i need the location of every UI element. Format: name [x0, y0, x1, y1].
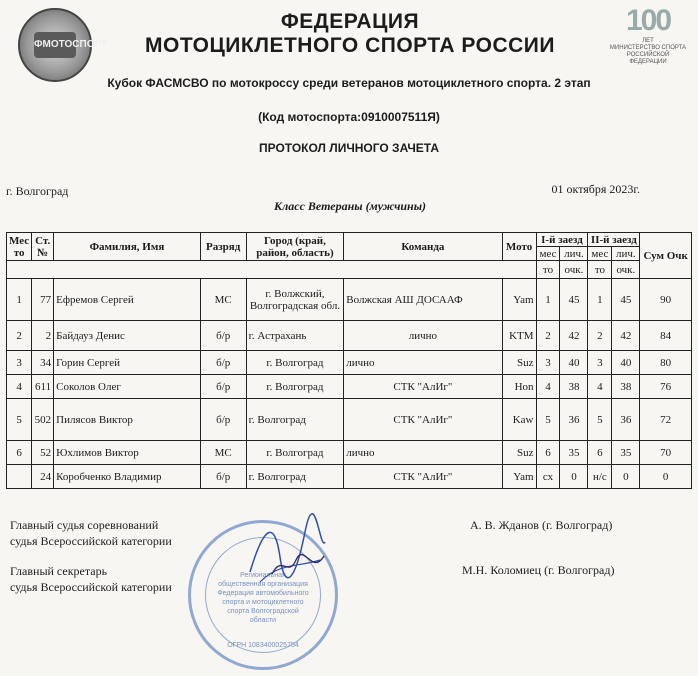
- row-name: Горин Сергей: [54, 351, 201, 375]
- row-city: г. Волгоград: [246, 351, 344, 375]
- header-team: Команда: [344, 233, 502, 261]
- row-place: [7, 465, 32, 489]
- row-rank: МС: [200, 279, 246, 321]
- row-heat2-place: 4: [588, 375, 612, 399]
- row-heat1-place: 4: [536, 375, 560, 399]
- header-name: Фамилия, Имя: [54, 233, 201, 261]
- row-heat1-pts: 35: [560, 441, 588, 465]
- row-moto: KTM: [502, 321, 536, 351]
- header-heat1-place-2: то: [536, 261, 560, 279]
- header-sum: Сум Очк: [640, 233, 692, 279]
- row-rank: б/р: [200, 375, 246, 399]
- row-heat2-pts: 36: [612, 399, 640, 441]
- row-heat2-pts: 40: [612, 351, 640, 375]
- row-city: г. Астрахань: [246, 321, 344, 351]
- row-heat2-place: 1: [588, 279, 612, 321]
- row-heat2-pts: 0: [612, 465, 640, 489]
- row-heat2-place: 2: [588, 321, 612, 351]
- row-team: СТК "АлИг": [344, 375, 502, 399]
- row-moto: Suz: [502, 351, 536, 375]
- header-city: Город (край, район, область): [246, 233, 344, 261]
- row-number: 77: [32, 279, 54, 321]
- federation-logo: [18, 8, 108, 82]
- row-heat1-place: сх: [536, 465, 560, 489]
- header-heat2-place-2: то: [588, 261, 612, 279]
- row-heat1-pts: 40: [560, 351, 588, 375]
- row-sum: 84: [640, 321, 692, 351]
- row-heat1-place: 3: [536, 351, 560, 375]
- row-place: 2: [7, 321, 32, 351]
- ministry-logo-caption-2: МИНИСТЕРСТВО СПОРТА: [609, 45, 687, 51]
- header-heat2: II-й заезд: [588, 233, 640, 247]
- header-spacer: [7, 261, 537, 279]
- table-row: [7, 465, 692, 489]
- row-number: 24: [32, 465, 54, 489]
- row-sum: 80: [640, 351, 692, 375]
- protocol-title: ПРОТОКОЛ ЛИЧНОГО ЗАЧЕТА: [258, 141, 440, 155]
- row-number: 34: [32, 351, 54, 375]
- row-heat1-pts: 36: [560, 399, 588, 441]
- header-heat2-place: мес: [588, 247, 612, 261]
- federation-title-line1: ФЕДЕРАЦИЯ: [280, 10, 420, 33]
- row-number: 611: [32, 375, 54, 399]
- row-rank: б/р: [200, 351, 246, 375]
- header-heat1-pts-2: очк.: [560, 261, 588, 279]
- table-row: [7, 351, 692, 375]
- class-title: Класс Ветераны (мужчины): [273, 199, 427, 213]
- table-row: [7, 279, 692, 321]
- row-rank: б/р: [200, 399, 246, 441]
- row-name: Коробченко Владимир: [54, 465, 201, 489]
- table-row: [7, 321, 692, 351]
- judge-name: А. В. Жданов (г. Волгоград): [470, 518, 613, 532]
- row-team: СТК "АлИг": [344, 399, 502, 441]
- header-place: Мес то: [7, 233, 32, 261]
- row-heat2-place: 5: [588, 399, 612, 441]
- row-heat1-pts: 0: [560, 465, 588, 489]
- ministry-logo-caption-1: ЛЕТ: [642, 38, 654, 44]
- row-name: Соколов Олег: [54, 375, 201, 399]
- judge-title-1: Главный судья соревнований: [10, 518, 159, 532]
- row-rank: б/р: [200, 465, 246, 489]
- judge-title-2: судья Всероссийской категории: [10, 534, 172, 548]
- header-heat1: I-й заезд: [536, 233, 588, 247]
- row-number: 52: [32, 441, 54, 465]
- row-name: Юхлимов Виктор: [54, 441, 201, 465]
- row-city: г. Волжский, Волгоградская обл.: [246, 279, 344, 321]
- row-heat2-pts: 35: [612, 441, 640, 465]
- header-heat2-pts: лич.: [612, 247, 640, 261]
- table-row: [7, 399, 692, 441]
- row-team: лично: [344, 441, 502, 465]
- row-sum: 76: [640, 375, 692, 399]
- event-city: г. Волгоград: [6, 184, 69, 198]
- row-place: 1: [7, 279, 32, 321]
- row-rank: б/р: [200, 321, 246, 351]
- row-team: Волжская АШ ДОСААФ: [344, 279, 502, 321]
- row-place: 6: [7, 441, 32, 465]
- event-name: Кубок ФАСМСВО по мотокроссу среди ветеранов мотоциклетного спорта. 2 этап: [107, 76, 591, 90]
- row-moto: Kaw: [502, 399, 536, 441]
- row-heat1-place: 1: [536, 279, 560, 321]
- row-heat2-pts: 45: [612, 279, 640, 321]
- row-number: 2: [32, 321, 54, 351]
- row-name: Пилясов Виктор: [54, 399, 201, 441]
- table-row: [7, 375, 692, 399]
- row-city: г. Волгоград: [246, 441, 344, 465]
- header-heat2-pts-2: очк.: [612, 261, 640, 279]
- row-place: 5: [7, 399, 32, 441]
- federation-logo-text: ФМОТОСПОРТ: [34, 32, 76, 58]
- row-heat2-place: 3: [588, 351, 612, 375]
- row-moto: Suz: [502, 441, 536, 465]
- row-place: 3: [7, 351, 32, 375]
- row-name: Байдауз Денис: [54, 321, 201, 351]
- stamp-ogrn: ОГРН 1083400025754: [227, 642, 299, 649]
- row-team: лично: [344, 351, 502, 375]
- row-heat1-place: 5: [536, 399, 560, 441]
- header-moto: Мото: [502, 233, 536, 261]
- results-table: [6, 232, 692, 489]
- ministry-logo-number: 100: [625, 4, 671, 37]
- stamp-text: Региональная общественная организация Федерация автомобильного спорта и мотоциклетного спорта Волгоградской области: [217, 572, 309, 624]
- row-heat2-pts: 42: [612, 321, 640, 351]
- row-heat1-pts: 45: [560, 279, 588, 321]
- event-code: (Код мотоспорта:0910007511Я): [258, 110, 440, 124]
- ministry-logo: [608, 4, 688, 64]
- header-heat1-place: мес: [536, 247, 560, 261]
- row-team: СТК "АлИг": [344, 465, 502, 489]
- row-sum: 90: [640, 279, 692, 321]
- row-moto: Hon: [502, 375, 536, 399]
- row-heat1-place: 2: [536, 321, 560, 351]
- row-heat1-pts: 38: [560, 375, 588, 399]
- row-team: лично: [344, 321, 502, 351]
- table-row: [7, 441, 692, 465]
- secretary-title-2: судья Всероссийской категории: [10, 580, 172, 594]
- header-heat1-pts: лич.: [560, 247, 588, 261]
- row-sum: 0: [640, 465, 692, 489]
- secretary-title-1: Главный секретарь: [10, 564, 108, 578]
- row-sum: 72: [640, 399, 692, 441]
- row-heat2-place: 6: [588, 441, 612, 465]
- row-city: г. Волгоград: [246, 399, 344, 441]
- row-place: 4: [7, 375, 32, 399]
- header-rank: Разряд: [200, 233, 246, 261]
- row-heat2-pts: 38: [612, 375, 640, 399]
- header-number: Ст. №: [32, 233, 54, 261]
- row-rank: МС: [200, 441, 246, 465]
- row-city: г. Волгоград: [246, 465, 344, 489]
- signature-secretary: [268, 548, 328, 584]
- secretary-name: М.Н. Коломиец (г. Волгоград): [462, 563, 615, 577]
- row-heat1-pts: 42: [560, 321, 588, 351]
- row-heat2-place: н/с: [588, 465, 612, 489]
- row-heat1-place: 6: [536, 441, 560, 465]
- ministry-logo-caption-3: РОССИЙСКОЙ ФЕДЕРАЦИИ: [626, 52, 670, 65]
- row-city: г. Волгоград: [246, 375, 344, 399]
- row-number: 502: [32, 399, 54, 441]
- row-name: Ефремов Сергей: [54, 279, 201, 321]
- federation-title-line2: МОТОЦИКЛЕТНОГО СПОРТА РОССИИ: [145, 34, 555, 57]
- row-moto: Yam: [502, 279, 536, 321]
- row-moto: Yam: [502, 465, 536, 489]
- event-date: 01 октября 2023г.: [551, 182, 640, 196]
- row-sum: 70: [640, 441, 692, 465]
